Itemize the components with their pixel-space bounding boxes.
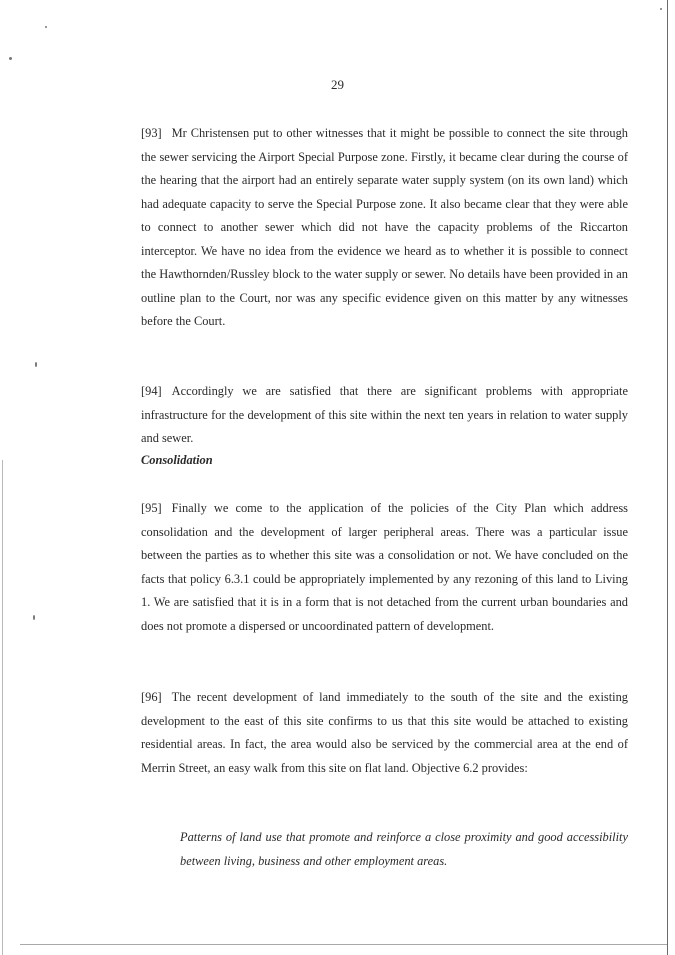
block-quote: Patterns of land use that promote and reinforce a close proximity and good accessibility between living, business and other employment areas. [180,830,628,868]
paragraph-text: Mr Christensen put to other witnesses that it might be possible to connect the site through the sewer servicing the Airport Special Purpose zone. Firstly, it became clear during the course of the hearing that the airport had an entirely separate water supply system (on its own land) which had adequate capacity to serve the Special Purpose zone. It also became clear that they were able to connect to another sewer which did not have the capacity problems of the Riccarton interceptor. We have no idea from the evidence we heard as to whether it is possible to connect the Hawthornden/Russley block to the water supply or sewer. No details have been provided in an outline plan to the Court, nor was any specific evidence given on this matter by any witnesses before the Court. [141,126,628,328]
scan-speck [33,615,35,620]
paragraph-number: [93] [141,126,162,140]
paragraph-number: [95] [141,501,162,515]
paragraph-text: Finally we come to the application of the policies of the City Plan which address consolidation and the development of larger peripheral areas. There was a particular issue between the parties as to whether this site was a consolidation or not. We have concluded on the facts that policy 6.3.1 could be appropriately implemented by any rezoning of this land to Living 1. We are satisfied that it is in a form that is not detached from the current urban boundaries and does not promote a dispersed or uncoordinated pattern of development. [141,501,628,633]
paragraph-number: [94] [141,384,162,398]
paragraph-number: [96] [141,690,162,704]
section-heading: Consolidation [141,453,213,467]
scan-edge-right [667,0,668,955]
paragraph-93 [141,122,628,334]
scan-speck [660,8,662,10]
scan-edge-left [2,460,3,955]
page-number: 29 [331,77,344,92]
scan-speck [9,57,12,60]
scan-speck [35,362,37,367]
scan-edge-bottom [20,944,667,945]
scan-speck [45,26,47,28]
paragraph-95 [141,497,628,638]
paragraph-96 [141,686,628,780]
paragraph-text: Accordingly we are satisfied that there are significant problems with appropriate infrastructure for the development of this site within the next ten years in relation to water supply and sewer. [141,384,628,445]
paragraph-94 [141,380,628,451]
paragraph-text: The recent development of land immediately to the south of the site and the existing development to the east of this site confirms to us that this site would be attached to existing residential areas. In fact, the area would also be serviced by the commercial area at the end of Merrin Street, an easy walk from this site on flat land. Objective 6.2 provides: [141,690,628,775]
